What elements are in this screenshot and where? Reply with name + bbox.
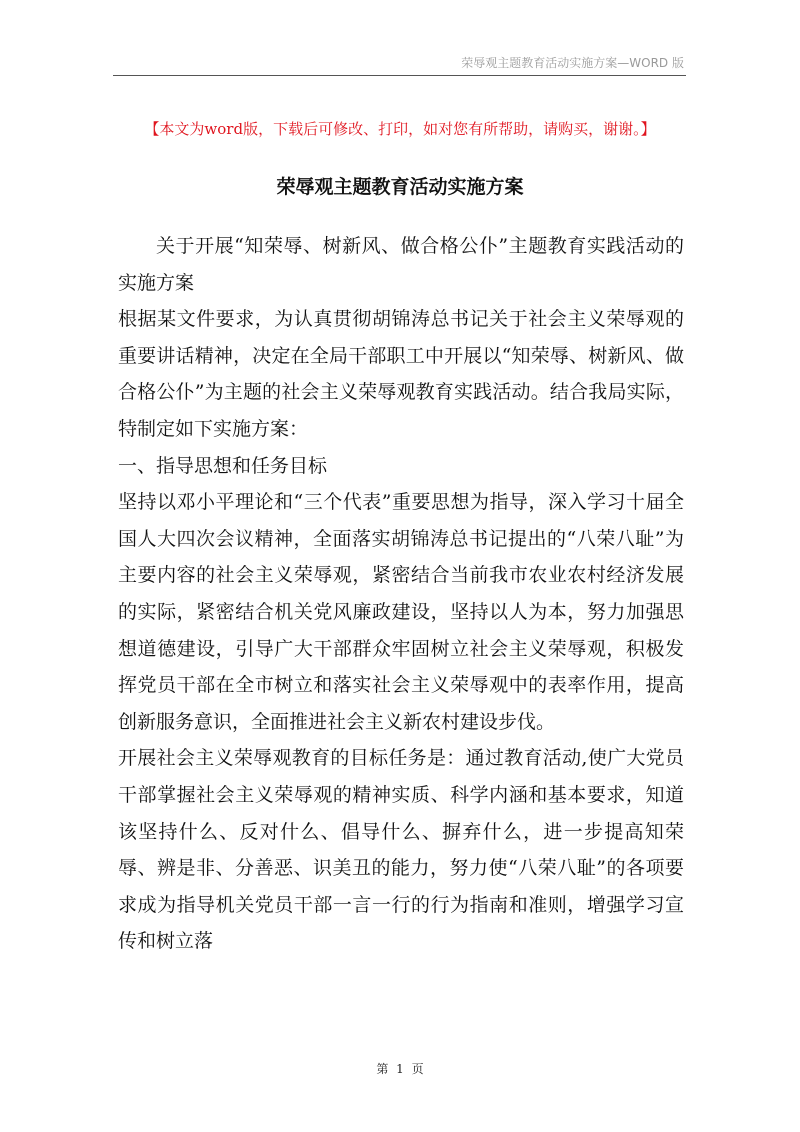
- document-body: [118, 228, 684, 960]
- paragraph-subject: 关于开展“知荣辱、树新风、做合格公仆”主题教育实践活动的实施方案: [118, 235, 684, 294]
- header-divider: [113, 75, 686, 76]
- footer-suffix: 页: [411, 1062, 424, 1076]
- paragraph-guiding-thought: 坚持以邓小平理论和“三个代表”重要思想为指导，深入学习十届全国人大四次会议精神，全面落实胡锦涛总书记提出的“八荣八耻”为主要内容的社会主义荣辱观，紧密结合当前我市农业农村经济发展的实际，紧密结合机关党风廉政建设，坚持以人为本，努力加强思想道德建设，引导广大干部群众牢固树立社会主义荣辱观，积极发挥党员干部在全市树立和落实社会主义荣辱观中的表率作用，提高创新服务意识，全面推进社会主义新农村建设步伐。: [118, 491, 684, 733]
- paragraph-intro: 根据某文件要求，为认真贯彻胡锦涛总书记关于社会主义荣辱观的重要讲话精神，决定在全局干部职工中开展以“知荣辱、树新风、做合格公仆”为主题的社会主义荣辱观教育实践活动。结合我局实际，特制定如下实施方案：: [118, 308, 684, 440]
- paragraph-objectives: 开展社会主义荣辱观教育的目标任务是：通过教育活动,使广大党员干部掌握社会主义荣辱观的精神实质、科学内涵和基本要求，知道该坚持什么、反对什么、倡导什么、摒弃什么，进一步提高知荣辱、辨是非、分善恶、识美丑的能力，努力使“八荣八耻”的各项要求成为指导机关党员干部一言一行的行为指南和准则，增强学习宣传和树立落: [118, 747, 684, 953]
- page-number: 1: [396, 1062, 404, 1076]
- download-notice: 【本文为word版，下载后可修改、打印，如对您有所帮助，请购买，谢谢。】: [144, 120, 656, 138]
- footer-prefix: 第: [376, 1062, 389, 1076]
- section-heading: 一、指导思想和任务目标: [118, 454, 328, 477]
- document-title: 荣辱观主题教育活动实施方案: [276, 176, 524, 198]
- running-header: 荣辱观主题教育活动实施方案—WORD 版: [461, 56, 684, 70]
- page-footer: [0, 1060, 800, 1077]
